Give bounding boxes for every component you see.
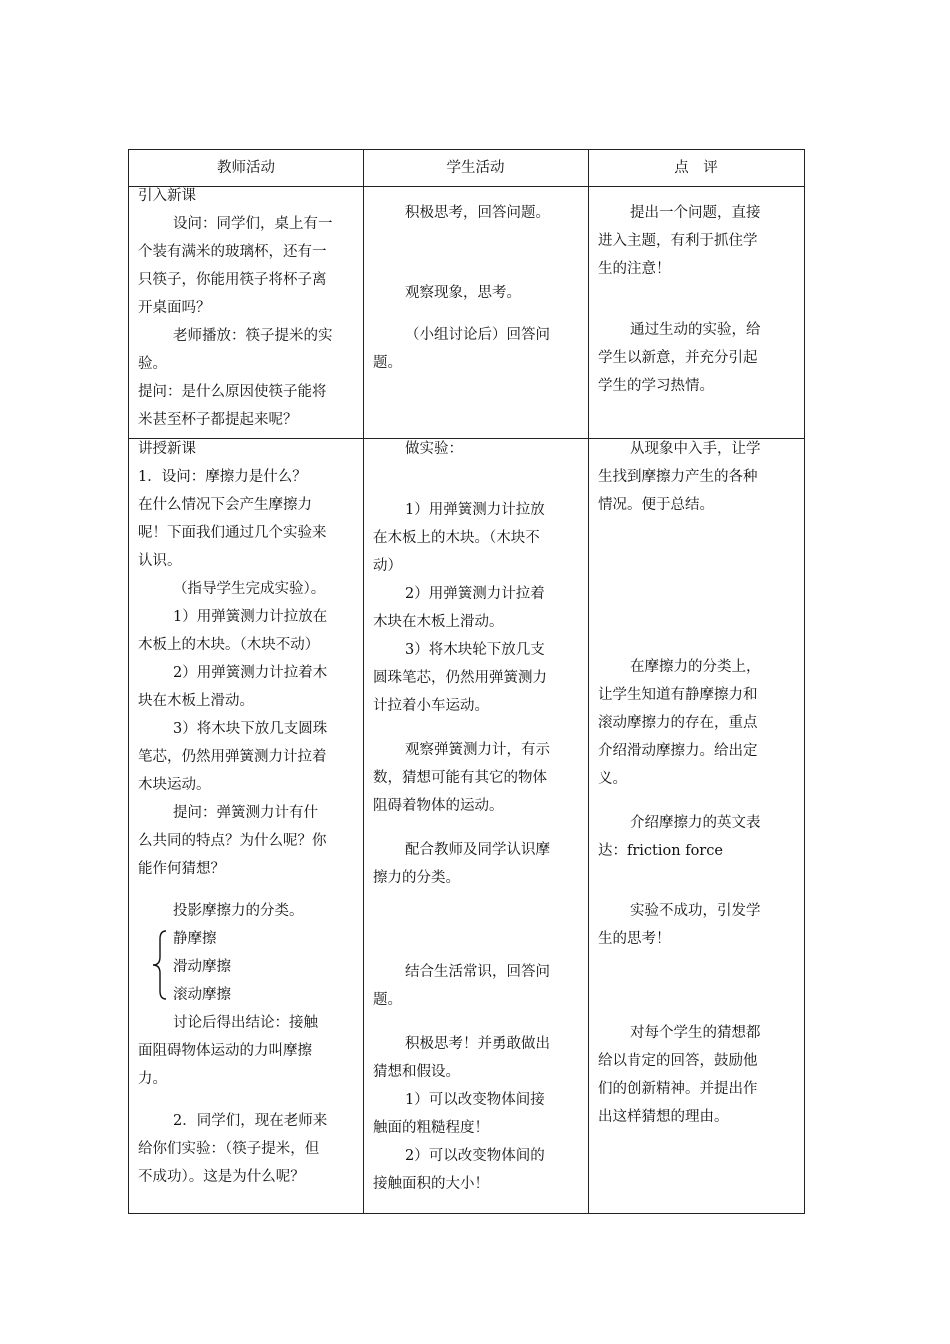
cell-line: 生找到摩擦力产生的各种 (598, 469, 758, 485)
cell-line: 们的创新精神。并提出作 (598, 1081, 758, 1097)
cell-line: （小组讨论后）回答问 (405, 327, 550, 343)
cell-line: 3）将木块轮下放几支 (405, 642, 545, 658)
cell-line: 题。 (373, 992, 402, 1008)
cell-line: 接触面积的大小！ (373, 1176, 489, 1192)
cell-line: 出这样猜想的理由。 (598, 1109, 729, 1125)
cell-line: 笔芯，仍然用弹簧测力计拉着 (138, 749, 327, 765)
cell-line: 积极思考！并勇敢做出 (405, 1036, 550, 1052)
cell-line: 呢！下面我们通过几个实验来 (138, 525, 327, 541)
cell-line: 在摩擦力的分类上， (630, 659, 761, 675)
cell-line: 题。 (373, 355, 402, 371)
cell-line: 在木板上的木块。（木块不 (373, 530, 540, 546)
cell-line: 观察弹簧测力计，有示 (405, 742, 550, 758)
cell-line: 开桌面吗？ (138, 300, 211, 316)
cell-line: 1．设问：摩擦力是什么？ (138, 469, 307, 485)
cell-line: 认识。 (138, 553, 182, 569)
cell-line: 义。 (598, 771, 627, 787)
cell-line: 讨论后得出结论：接触 (173, 1015, 318, 1031)
cell-line: 么共同的特点？为什么呢？你 (138, 833, 327, 849)
cell-line: 验。 (138, 356, 167, 372)
cell-line: 介绍滑动摩擦力。给出定 (598, 743, 758, 759)
cell-line: 提问：弹簧测力计有什 (173, 805, 318, 821)
cell-line: 木块运动。 (138, 777, 211, 793)
cell-line: 在什么情况下会产生摩擦力 (138, 497, 312, 513)
cell-line: 触面的粗糙程度！ (373, 1120, 489, 1136)
cell-line: 生的思考！ (598, 931, 671, 947)
cell-line: 1）可以改变物体间接 (405, 1092, 545, 1108)
cell-line: 滚动摩擦力的存在，重点 (598, 715, 758, 731)
cell-line: 积极思考，回答问题。 (405, 205, 550, 221)
cell-line: 擦力的分类。 (373, 870, 460, 886)
row-divider (129, 186, 804, 187)
cell-line: 老师播放：筷子提米的实 (173, 328, 333, 344)
cell-line: 学生的学习热情。 (598, 378, 714, 394)
cell-line: 给以肯定的回答，鼓励他 (598, 1053, 758, 1069)
cell-line: 实验不成功，引发学 (630, 903, 761, 919)
cell-line: 达：friction force (598, 843, 723, 859)
cell-line: 2）用弹簧测力计拉着木 (173, 665, 328, 681)
header-student-activity: 学生活动 (446, 160, 505, 176)
cell-line: 不成功）。这是为什么呢？ (138, 1169, 305, 1185)
cell-line: 做实验： (405, 441, 463, 457)
cell-line: 块在木板上滑动。 (138, 693, 254, 709)
cell-line: 面阻碍物体运动的力叫摩擦 (138, 1043, 312, 1059)
cell-line: 通过生动的实验，给 (630, 322, 761, 338)
cell-line: 情况。便于总结。 (598, 497, 714, 513)
cell-line: 观察现象，思考。 (405, 285, 521, 301)
cell-line: 从现象中入手，让学 (630, 441, 761, 457)
cell-line: 1）用弹簧测力计拉放 (405, 502, 545, 518)
cell-line: 对每个学生的猜想都 (630, 1025, 761, 1041)
cell-line: 学生以新意，并充分引起 (598, 350, 758, 366)
cell-line: （指导学生完成实验）。 (173, 581, 326, 597)
cell-line: 2．同学们，现在老师来 (173, 1113, 328, 1129)
cell-line: 结合生活常识，回答问 (405, 964, 550, 980)
cell-line: 米甚至杯子都提起来呢？ (138, 412, 298, 428)
classification-static: 静摩擦 (173, 931, 217, 947)
cell-line: 2）可以改变物体间的 (405, 1148, 545, 1164)
cell-line: 木块在木板上滑动。 (373, 614, 504, 630)
cell-line: 提出一个问题，直接 (630, 205, 761, 221)
cell-line: 猜想和假设。 (373, 1064, 460, 1080)
cell-line: 只筷子，你能用筷子将杯子离 (138, 272, 327, 288)
cell-line: 数，猜想可能有其它的物体 (373, 770, 547, 786)
column-divider (363, 150, 364, 1213)
cell-line: 介绍摩擦力的英文表 (630, 815, 761, 831)
cell-line: 给你们实验：（筷子提米，但 (138, 1141, 320, 1157)
cell-line: 生的注意！ (598, 261, 671, 277)
cell-line: 进入主题，有利于抓住学 (598, 233, 758, 249)
cell-line: 引入新课 (138, 188, 196, 204)
classification-rolling: 滚动摩擦 (173, 987, 231, 1003)
cell-line: 力。 (138, 1071, 167, 1087)
cell-line: 木板上的木块。（木块不动） (138, 637, 320, 653)
cell-line: 1）用弹簧测力计拉放在 (173, 609, 328, 625)
cell-line: 圆珠笔芯，仍然用弹簧测力 (373, 670, 547, 686)
cell-line: 个装有满米的玻璃杯，还有一 (138, 244, 327, 260)
cell-line: 3）将木块下放几支圆珠 (173, 721, 328, 737)
cell-line: 阻碍着物体的运动。 (373, 798, 504, 814)
cell-line: 让学生知道有静摩擦力和 (598, 687, 758, 703)
cell-line: 讲授新课 (138, 441, 196, 457)
cell-line: 设问：同学们，桌上有一 (173, 216, 333, 232)
header-comment: 点 评 (674, 160, 718, 176)
cell-line: 能作何猜想？ (138, 861, 225, 877)
cell-line: 计拉着小车运动。 (373, 698, 489, 714)
cell-line: 配合教师及同学认识摩 (405, 842, 550, 858)
column-divider (588, 150, 589, 1213)
header-teacher-activity: 教师活动 (217, 160, 275, 176)
cell-line: 提问：是什么原因使筷子能将 (138, 384, 327, 400)
cell-line: 动） (373, 558, 402, 574)
cell-line: 投影摩擦力的分类。 (173, 903, 304, 919)
curly-brace-icon (150, 929, 172, 1001)
classification-sliding: 滑动摩擦 (173, 959, 231, 975)
cell-line: 2）用弹簧测力计拉着 (405, 586, 545, 602)
